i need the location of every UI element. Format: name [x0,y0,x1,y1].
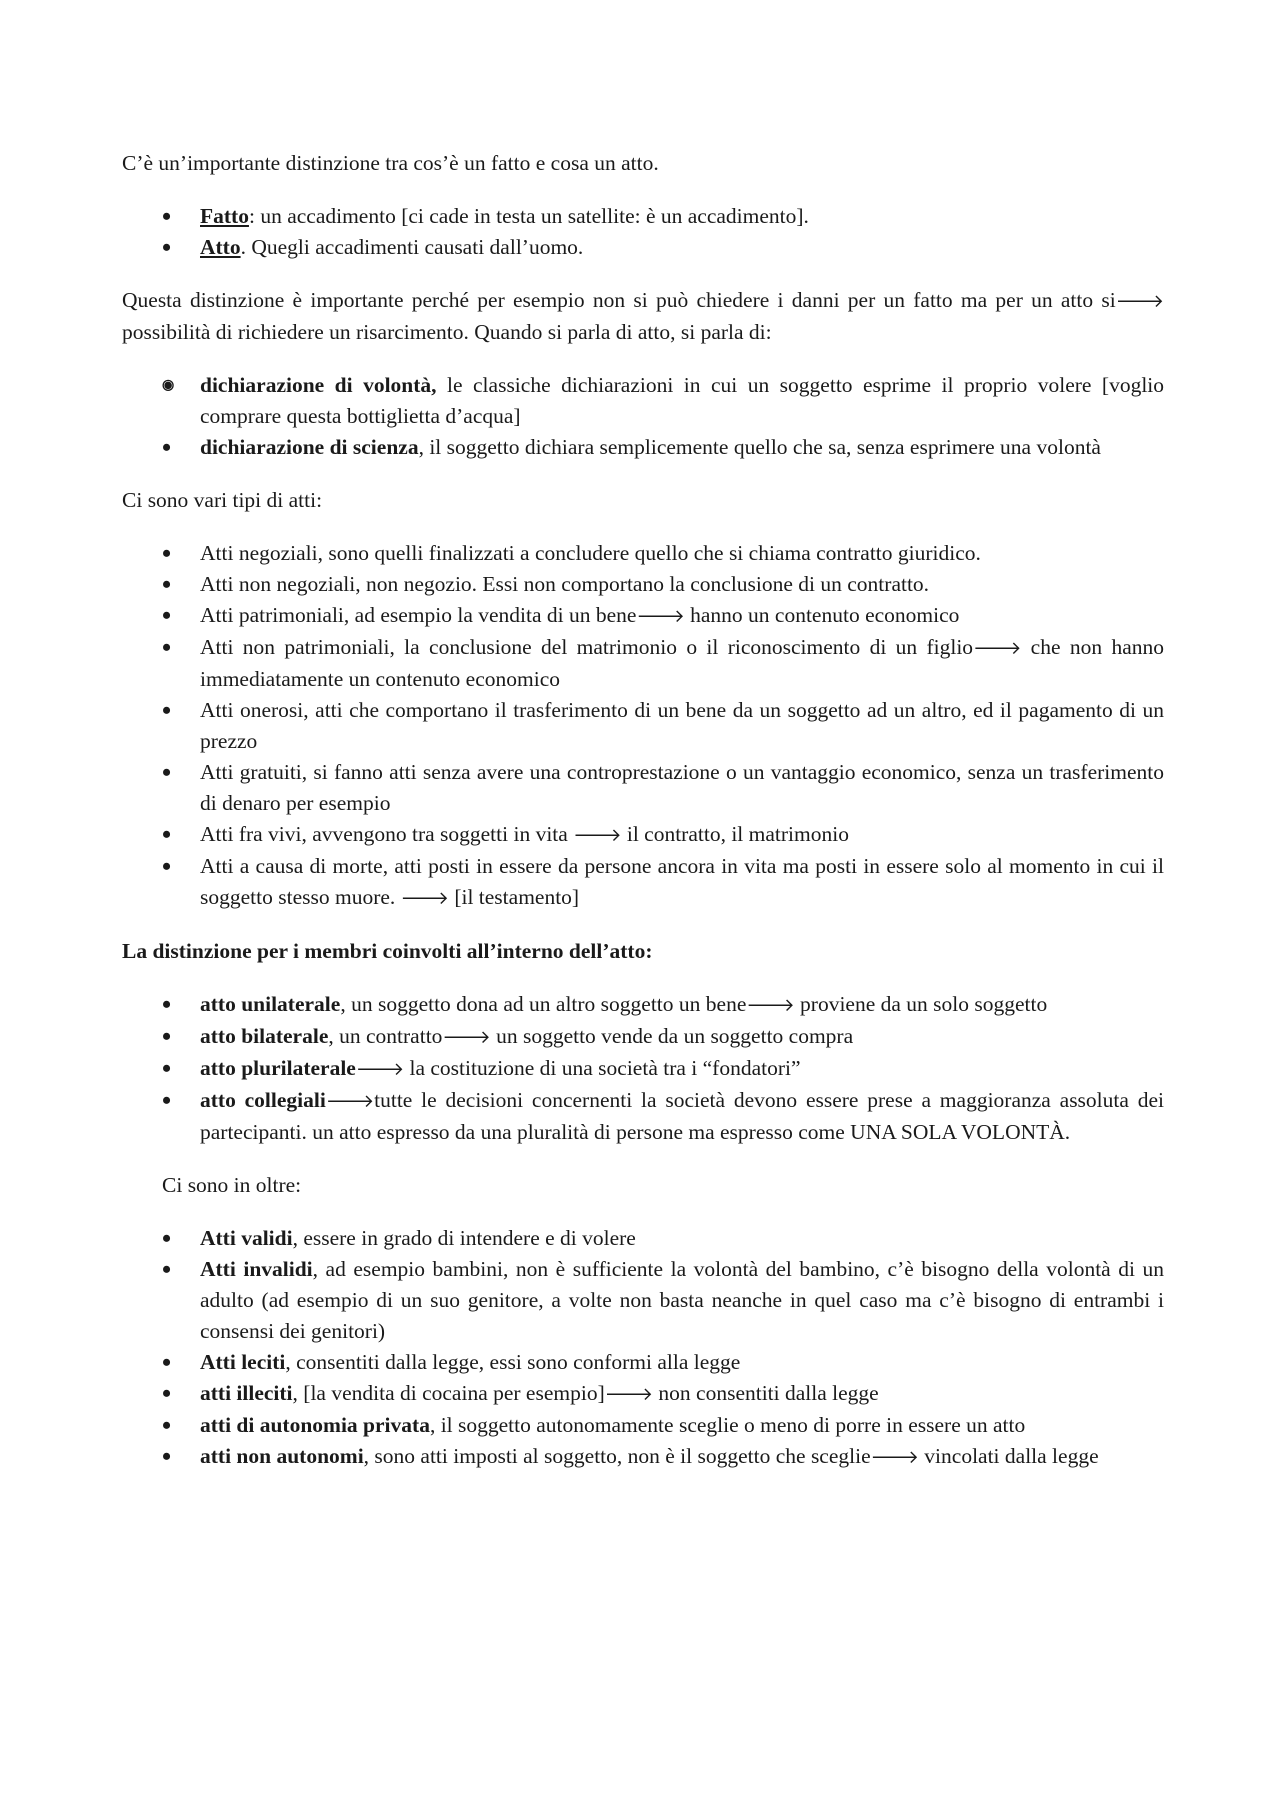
arrow-right-icon: 🡒 [355,1059,405,1080]
list-item: • Atti patrimoniali, ad esempio la vendita di un bene🡒 hanno un contenuto economico [122,600,1164,632]
bullet-icon [162,1254,172,1287]
list-item: • atto bilaterale, un contratto🡒 un soggetto vende da un soggetto compra [122,1021,1164,1053]
list-item: • Atti fra vivi, avvengono tra soggetti in vita 🡒 il contratto, il matrimonio [122,819,1164,851]
list-item: • Fatto: un accadimento [ci cade in testa un satellite: è un accadimento]. [122,201,1164,232]
distinction-paragraph: Questa distinzione è importante perché per esempio non si può chiedere i danni per un fatto ma per un atto si🡒 possibilità di richiedere un risarcimento. Quando si parla di atto, si parla di: [122,288,1164,344]
bullet-icon [162,538,172,571]
bullet-icon [162,201,172,234]
arrow-right-icon: 🡒 [604,1384,654,1405]
bullet-icon [162,851,172,884]
bullet-icon [162,1223,172,1256]
arrow-right-icon: 🡒 [1115,291,1164,312]
bullet-icon [162,757,172,790]
tipi-list [122,538,1164,914]
tipi-heading: Ci sono vari tipi di atti: [122,488,323,512]
bullet-icon [162,1347,172,1380]
arrow-right-icon: 🡒 [573,825,622,846]
list-item: • Atti negoziali, sono quelli finalizzati a concludere quello che si chiama contratto giuridico. [122,538,1164,569]
arrow-right-icon: 🡒 [636,606,685,627]
bullet-icon [162,569,172,602]
membri-heading: La distinzione per i membri coinvolti all’interno dell’atto: [122,939,653,963]
list-item: • Atti a causa di morte, atti posti in essere da persone ancora in vita ma posti in essere solo al momento in cui il soggetto stesso muore. 🡒 [il testamento] [122,851,1164,914]
list-item: • Atti onerosi, atti che comportano il trasferimento di un bene da un soggetto ad un altro, ed il pagamento di un prezzo [122,695,1164,757]
bullet-icon [162,1021,172,1054]
list-item: • atto collegiali🡒tutte le decisioni concernenti la società devono essere prese a maggioranza assoluta dei partecipanti. un atto espresso da una pluralità di persone ma espresso come UNA SOLA VOLONTÀ. [122,1085,1164,1148]
arrow-right-icon: 🡒 [325,1091,375,1112]
bullet-icon [162,632,172,665]
list-item: • Atti non negoziali, non negozio. Essi non comportano la conclusione di un contratto. [122,569,1164,600]
fatto-atto-list [122,201,1164,263]
oltre-heading: Ci sono in oltre: [162,1173,302,1197]
list-item: • atti non autonomi, sono atti imposti al soggetto, non è il soggetto che sceglie🡒 vincolati dalla legge [122,1441,1164,1473]
bullet-icon [162,1053,172,1086]
membri-list [122,989,1164,1148]
intro-paragraph: C’è un’importante distinzione tra cos’è un fatto e cosa un atto. [122,151,659,175]
list-item: • atto unilaterale, un soggetto dona ad un altro soggetto un bene🡒 proviene da un solo soggetto [122,989,1164,1021]
bullet-icon [162,1085,172,1118]
bullet-icon [162,1378,172,1411]
arrow-right-icon: 🡒 [973,638,1022,659]
list-item: • Atti leciti, consentiti dalla legge, essi sono conformi alla legge [122,1347,1164,1378]
list-item: • Atti non patrimoniali, la conclusione del matrimonio o il riconoscimento di un figlio🡒 che non hanno immediatamente un contenuto economico [122,632,1164,695]
bullet-icon [162,1441,172,1474]
list-item: • Atti invalidi, ad esempio bambini, non è sufficiente la volontà del bambino, c’è bisogno della volontà di un adulto (ad esempio di un suo genitore, a volte non basta neanche in quel caso ma c’è bisogno di entrambi i consensi dei genitori) [122,1254,1164,1347]
oltre-list [122,1223,1164,1473]
list-item: • dichiarazione di scienza, il soggetto dichiara semplicemente quello che sa, senza esprimere una volontà [122,432,1164,463]
arrow-right-icon: 🡒 [400,888,449,909]
arrow-right-icon: 🡒 [746,995,795,1016]
bullet-icon [162,432,172,465]
bullet-icon [162,819,172,852]
bullet-icon [162,695,172,728]
list-item: • Atti gratuiti, si fanno atti senza avere una controprestazione o un vantaggio economico, senza un trasferimento di denaro per esempio [122,757,1164,819]
document-page [122,148,1164,1473]
list-item: • atti illeciti, [la vendita di cocaina per esempio]🡒 non consentiti dalla legge [122,1378,1164,1410]
bullet-icon [162,1410,172,1443]
bullet-icon [162,370,172,404]
list-item: • Atti validi, essere in grado di intendere e di volere [122,1223,1164,1254]
bullet-icon [162,989,172,1022]
list-item: • Atto. Quegli accadimenti causati dall’uomo. [122,232,1164,263]
arrow-right-icon: 🡒 [870,1447,919,1468]
dichiarazioni-list [122,370,1164,463]
arrow-right-icon: 🡒 [442,1027,491,1048]
list-item: • atto plurilaterale🡒 la costituzione di una società tra i “fondatori” [122,1053,1164,1085]
bullet-icon [162,232,172,265]
list-item: • atti di autonomia privata, il soggetto autonomamente sceglie o meno di porre in essere un atto [122,1410,1164,1441]
bullet-icon [162,600,172,633]
list-item: ◉ dichiarazione di volontà, le classiche dichiarazioni in cui un soggetto esprime il proprio volere [voglio comprare questa bottiglietta d’acqua] [122,370,1164,432]
